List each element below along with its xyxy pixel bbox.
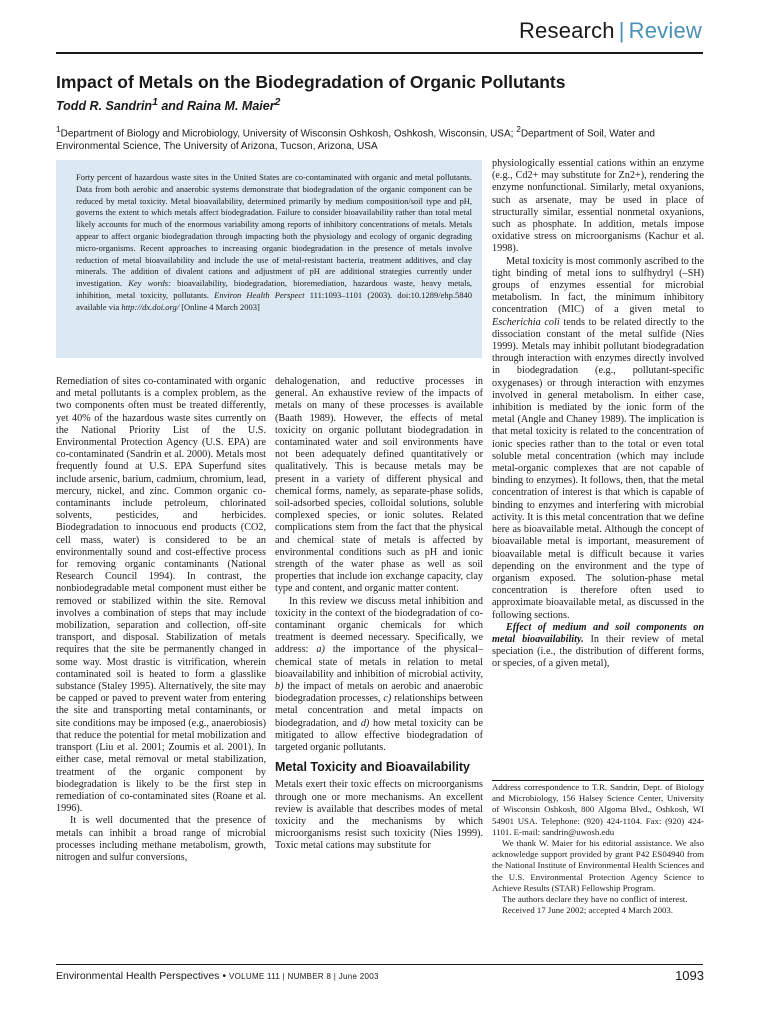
body-column-2 xyxy=(275,376,483,954)
body-text: In this review we discuss metal inhibition and toxicity in the context of the biodegradation of co-contaminant organic chemicals for which treatment is deemed necessary. Specifically, we address: xyxy=(275,595,483,656)
online-date: [Online 4 March 2003] xyxy=(179,301,260,312)
citation: 111:1093–1101 (2003). doi:10.1289/ehp.5840 available via xyxy=(76,289,472,312)
author-line xyxy=(56,97,280,113)
page-number: 1093 xyxy=(675,968,704,983)
doi-link[interactable]: http://dx.doi.org/ xyxy=(121,301,180,312)
correspondence-address: Address correspondence to T.R. Sandrin, Dept. of Biology and Microbiology, 156 Halsey Science Center, University of Wisconsin Oshkosh, 800 Algoma Blvd., Oshkosh, WI 54901 USA. Telephone: (920) 424-1104. Fax: (920) 424-1101. E-mail: sandrin@uwosh.edu xyxy=(492,782,704,837)
body-text: how metal toxicity can be mitigated to allow effective biodegradation of targeted organic pollutants. xyxy=(275,717,483,754)
body-paragraph xyxy=(492,256,704,622)
received-dates: Received 17 June 2002; accepted 4 March 2003. xyxy=(502,905,673,916)
correspondence-block xyxy=(492,782,704,916)
list-marker: b) xyxy=(275,681,284,693)
footer-bullet: • xyxy=(222,970,227,982)
conflict-statement: The authors declare they have no conflict of interest. xyxy=(502,894,688,905)
body-paragraph xyxy=(492,622,704,671)
correspondence-divider xyxy=(492,780,704,781)
volume-info: VOLUME 111 | NUMBER 8 | June 2003 xyxy=(228,972,379,981)
list-marker: c) xyxy=(383,693,392,705)
section-header xyxy=(519,18,702,44)
body-text: the impact of metals on aerobic and anaerobic biodegradation processes, xyxy=(275,681,483,705)
journal-citation: Environ Health Perspect xyxy=(214,289,305,300)
footer-journal xyxy=(56,970,379,982)
author-affiliation-marker: 1 xyxy=(152,97,158,108)
affiliation-text: Department of Biology and Microbiology, University of Wisconsin Oshkosh, Oshkosh, Wisconsin, USA; xyxy=(60,128,517,140)
body-text: tends to be related directly to the dissociation constant of the metal sulfide (Nies 1999). Metals may inhibit pollutant biodegradation through interaction with enzymes directly involved in biodegradation (e.g., pollutant-specific oxygenases) or through interaction with enzymes involved in general metabolism. In either case, inhibition is mediated by the ionic form of the metal (Angle and Chaney 1989). The implication is that metal toxicity is related to the concentration of ionic species rather than to the total or even total soluble metal concentration (which may include metal-organic complexes that are not capable of binding to enzymes). It follows, then, that the metal concentration of interest is that which is capable of binding to enzymes and interfering with microbial activity. It is this metal concentration that we define here as bioavailable metal. Although the concept of bioavailable metal is important, measurement of bioavailable metal is difficult because it varies depending on the environment and the type of organism exposed. The solution-phase metal concentration is therefore often used to approximate bioavailable metal, as discussed in the following sections. xyxy=(492,316,704,621)
abstract-text: Forty percent of hazardous waste sites in the United States are co-contaminated with organic and metal pollutants. Data from both aerobic and anaerobic systems demonstrate that biodegradation of the organic component can be reduced by metal toxicity. Metal bioavailability, determined primarily by medium composition/soil type and pH, governs the extent to which metals affect biodegradation. Failure to consider bioavailability rather than total metal likely accounts for much of the enormous variability among reports of inhibitory concentrations of metals. Metals appear to affect organic biodegradation through impacting both the physiology and ecology of organic degrading micro-organisms. Recent approaches to increasing organic biodegradation in the presence of metals involve reduction of metal bioavailability and include the use of metal-resistant bacteria, treatment additives, and clay minerals. The addition of divalent cations and adjustment of pH are additional strategies currently under investigation. xyxy=(76,172,472,289)
body-paragraph: dehalogenation, and reductive processes in general. An exhaustive review of the impacts of metals on many of these processes is available (Baath 1989). However, the effects of metal toxicity on organic pollutant biodegradation in contaminated water and soil environments have not been adequately defined quantitatively or qualitatively. This is because metals may be present in a variety of different physical and chemical forms, namely, as separate-phase solids, soil-adsorbed species, colloidal solutions, soluble complexed species, or ionic solutes. Related complications stem from the fact that the physical and chemical state of metals is affected by environmental conditions such as pH and ionic strength of the water phase as well as soil properties that include ion exchange capacity, clay type and content, and organic matter content. xyxy=(275,376,483,595)
author-joiner: and xyxy=(157,99,188,114)
body-column-3 xyxy=(492,158,704,778)
acknowledgments: We thank W. Maier for his editorial assistance. We also acknowledge support provided by grant P42 ES04940 from the National Institute of Environmental Health Sciences and the U.S. Environmental Protection Agency Science to Achieve Results (STAR) Fellowship Program. xyxy=(492,838,704,893)
run-in-subheading: Effect of medium and soil components on metal bioavailability. xyxy=(492,621,704,645)
author-name: Raina M. Maier xyxy=(187,99,275,114)
body-paragraph: Remediation of sites co-contaminated with organic and metal pollutants is a complex problem, as the two components often must be treated differently, yet 40% of the hazardous waste sites currently on the National Priority List of the U.S. Environmental Protection Agency (U.S. EPA) are co-contaminated (Sandrin et al. 2000). Metals most frequently found at U.S. EPA Superfund sites include arsenic, barium, cadmium, chromium, lead, mercury, nickel, and zinc. Common organic co-contaminants include petroleum, chlorinated solvents, pesticides, and herbicides. Biodegradation to innocuous end products (CO2, cell mass, water) is considered to be an environmentally sound and cost-effective process for removing organic contaminants (National Research Council 1994). In contrast, the nonbiodegradable metal component must either be removed or stabilized within the site. Removal involves a combination of steps that may include mobilization, separation and collection, off-site transport, and disposal. Stabilization of metals requires that the site be permanently changed in some way. Most drastic is vitrification, wherein contaminated soil is heated to form a glasslike substance (Staley 1995). Alternatively, the site may be capped or paved to prevent water from entering the site and transporting metal contaminants, or site conditions may be imposed (e.g., anaerobiosis) that reduce the potential for metal mobilization and transport (Liu et al. 2001; Zoumis et al. 2001). In either case, metal removal or metal stabilization, treatment of the organic component by biodegradation is likely to be the first step in remediation of co-contaminated sites (Roane et al. 1996). xyxy=(56,376,266,815)
author-affiliation-marker: 2 xyxy=(274,97,281,108)
section-heading: Metal Toxicity and Bioavailability xyxy=(275,760,470,775)
section-label: Research xyxy=(518,18,615,43)
keywords: bioavailability, biodegradation, bioremediation, hazardous waste, heavy metals, inhibition, metal toxicity, pollutants. xyxy=(76,278,473,300)
footer-divider xyxy=(56,964,703,965)
article-title: Impact of Metals on the Biodegradation of Organic Pollutants xyxy=(56,72,566,92)
affiliation-marker: 1 xyxy=(56,124,61,134)
body-text: the importance of the physical–chemical state of metals in relation to metal bioavailability and inhibition of microbial activity, xyxy=(275,644,483,680)
article-type-label: Review xyxy=(628,18,702,43)
list-marker: d) xyxy=(360,717,370,729)
body-column-1 xyxy=(56,376,266,954)
body-text: In their review of metal speciation (i.e., the distribution of different forms, or species, of a given metal), xyxy=(492,633,704,670)
author-name: Todd R. Sandrin xyxy=(56,99,153,114)
header-divider xyxy=(56,52,703,54)
journal-name: Environmental Health Perspectives xyxy=(56,970,220,982)
keywords-label: Key words: xyxy=(128,278,171,289)
body-text: relationships between metal concentration and metal impacts on biodegradation, and xyxy=(275,693,483,729)
affiliation-marker: 2 xyxy=(516,124,521,134)
affiliation-text: Department of Soil, Water and Environmental Science, The University of Arizona, Tucson, Arizona, USA xyxy=(56,128,655,153)
list-marker: a) xyxy=(316,644,325,656)
body-text: Metal toxicity is most commonly ascribed to the tight binding of metal ions to sulfhydryl (–SH) groups of enzymes essential for microbial metabolism. In fact, the minimum inhibitory concentration (MIC) of a given metal to xyxy=(492,255,704,316)
body-paragraph: Metals exert their toxic effects on microorganisms through one or more mechanisms. An excellent review is available that describes modes of metal toxicity and the mechanisms by which microorganisms resist such toxicity (Nies 1999). Toxic metal cations may substitute for xyxy=(275,779,483,852)
section-separator: | xyxy=(618,18,625,43)
body-paragraph: It is well documented that the presence of metals can inhibit a broad range of microbial processes including methane metabolism, growth, nitrogen and sulfur conversions, xyxy=(56,815,266,863)
affiliations xyxy=(56,123,716,153)
body-paragraph xyxy=(275,596,483,755)
species-name: Escherichia coli xyxy=(492,316,560,328)
abstract-box xyxy=(56,160,482,358)
body-paragraph: physiologically essential cations within an enzyme (e.g., Cd2+ may substitute for Zn2+), rendering the enzyme nonfunctional. Similarly, metal oxyanions, such as arsenate, may be used in place of structurally similar, essential nonmetal oxyanions, such as phosphate. In addition, metals impose oxidative stress on microorganisms (Kachur et al. 1998). xyxy=(492,158,704,255)
